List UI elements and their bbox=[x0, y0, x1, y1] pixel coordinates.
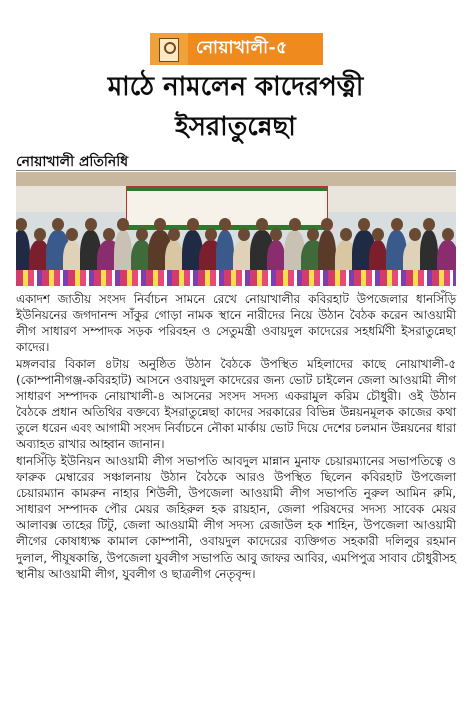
crowd-head bbox=[270, 228, 282, 241]
crowd-head bbox=[187, 218, 199, 231]
crowd-head bbox=[52, 218, 64, 231]
crowd-head bbox=[168, 228, 180, 241]
divider bbox=[16, 170, 456, 171]
headline-line-1: মাঠে নামলেন কাদেরপত্নী bbox=[107, 72, 364, 102]
crowd-head bbox=[321, 218, 333, 231]
crowd-head bbox=[219, 218, 231, 231]
crowd-head bbox=[103, 228, 115, 241]
headline-line-2: ইসরাতুন্নেছা bbox=[175, 112, 296, 142]
section-tag-label: নোয়াখালী-৫ bbox=[188, 33, 323, 65]
crowd-head bbox=[85, 218, 97, 231]
crowd-head bbox=[409, 228, 421, 241]
crowd-head bbox=[238, 228, 250, 241]
crowd-head bbox=[34, 228, 46, 241]
crowd-head bbox=[117, 218, 129, 231]
crowd-head bbox=[205, 228, 217, 241]
crowd-head bbox=[256, 218, 268, 231]
crowd-head bbox=[307, 228, 319, 241]
crowd bbox=[16, 210, 456, 270]
flower-decoration bbox=[16, 270, 456, 286]
crowd-head bbox=[423, 218, 435, 231]
crowd-head bbox=[358, 218, 370, 231]
crowd-head bbox=[340, 228, 352, 241]
ballot-box-icon bbox=[150, 33, 188, 65]
news-photo bbox=[16, 172, 456, 286]
crowd-head bbox=[372, 228, 384, 241]
crowd-head bbox=[442, 228, 454, 241]
crowd-head bbox=[136, 228, 148, 241]
article-body: একাদশ জাতীয় সংসদ নির্বাচন সামনে রেখে নোয়াখালীর কবিরহাট উপজেলার ধানসিঁড়ি ইউনিয়নের জগদানন্দ সাঁকুর গোড়া নামক স্থানে নারীদের নিয়ে উঠান বৈঠক করেন আওয়ামী লীগ সাধারণ সম্পাদক সড়ক পরিবহন ও সেতুমন্ত্রী ওবায়দুল কাদেরের সহধর্মিণী ইসরাতুন্নেছা কাদের। মঙ্গলবার বিকাল ৪টায় অনুষ্ঠিত উঠান বৈঠকে উপস্থিত মহিলাদের কাছে নোয়াখালী-৫ (কোম্পানীগঞ্জ-কবিরহাট) আসনে ওবায়দুল কাদেরের জন্য ভোট চাইলেন জেলা আওয়ামী লীগ সাধারণ সম্পাদক নোয়াখালী-৪ আসনের সংসদ সদস্য একরামুল করিম চৌধুরী। ওই উঠান বৈঠকে প্রধান অতিথির বক্তব্যে ইসরাতুন্নেছা কাদের সরকারের বিভিন্ন উন্নয়নমূলক কাজের কথা তুলে ধরেন এবং আগামী সংসদ নির্বাচনে নৌকা মার্কায় ভোট দিয়ে দেশের চলমান উন্নয়নের ধারা অব্যাহত রাখার আহ্বান জানান। ধানসিঁড়ি ইউনিয়ন আওয়ামী লীগ সভাপতি আবদুল মান্নান মুনাফ চেয়ারম্যানের সভাপতিত্বে ও ফারুক মেম্বারের সঞ্চালনায় উঠান বৈঠকে আরও উপস্থিত ছিলেন কবিরহাট উপজেলা চেয়ারম্যান কামরুন নাহার শিউলী, উপজেলা আওয়ামী লীগ সভাপতি নুরুল আমিন রুমি, সাধারণ সম্পাদক পৌর মেয়র জহিরুল হক রায়হান, জেলা পরিষদের সদস্য সাবেক মেয়র আলাবক্স তাহের টিটু, জেলা আওয়ামী লীগ সদস্য রেজাউল হক শাহিন, উপজেলা আওয়ামী লীগের কোষাধ্যক্ষ কামাল কোম্পানী, ওবায়দুল কাদেরের ব্যক্তিগত সহকারী দলিলুর রহমান দুলাল, পীযূষকান্তি, উপজেলা যুবলীগ সভাপতি আবু জাফর আবির, এমপিপুত্র সাবাব চৌধুরীসহ স্থানীয় আওয়ামী লীগ, যুবলীগ ও ছাত্রলীগ নেতৃবৃন্দ। bbox=[16, 292, 456, 581]
crowd-head bbox=[154, 218, 166, 231]
crowd-head bbox=[391, 218, 403, 231]
byline: নোয়াখালী প্রতিনিধি bbox=[16, 154, 129, 170]
section-tag bbox=[150, 33, 323, 65]
crowd-head bbox=[16, 218, 27, 231]
crowd-head bbox=[289, 218, 301, 231]
crowd-head bbox=[66, 228, 78, 241]
